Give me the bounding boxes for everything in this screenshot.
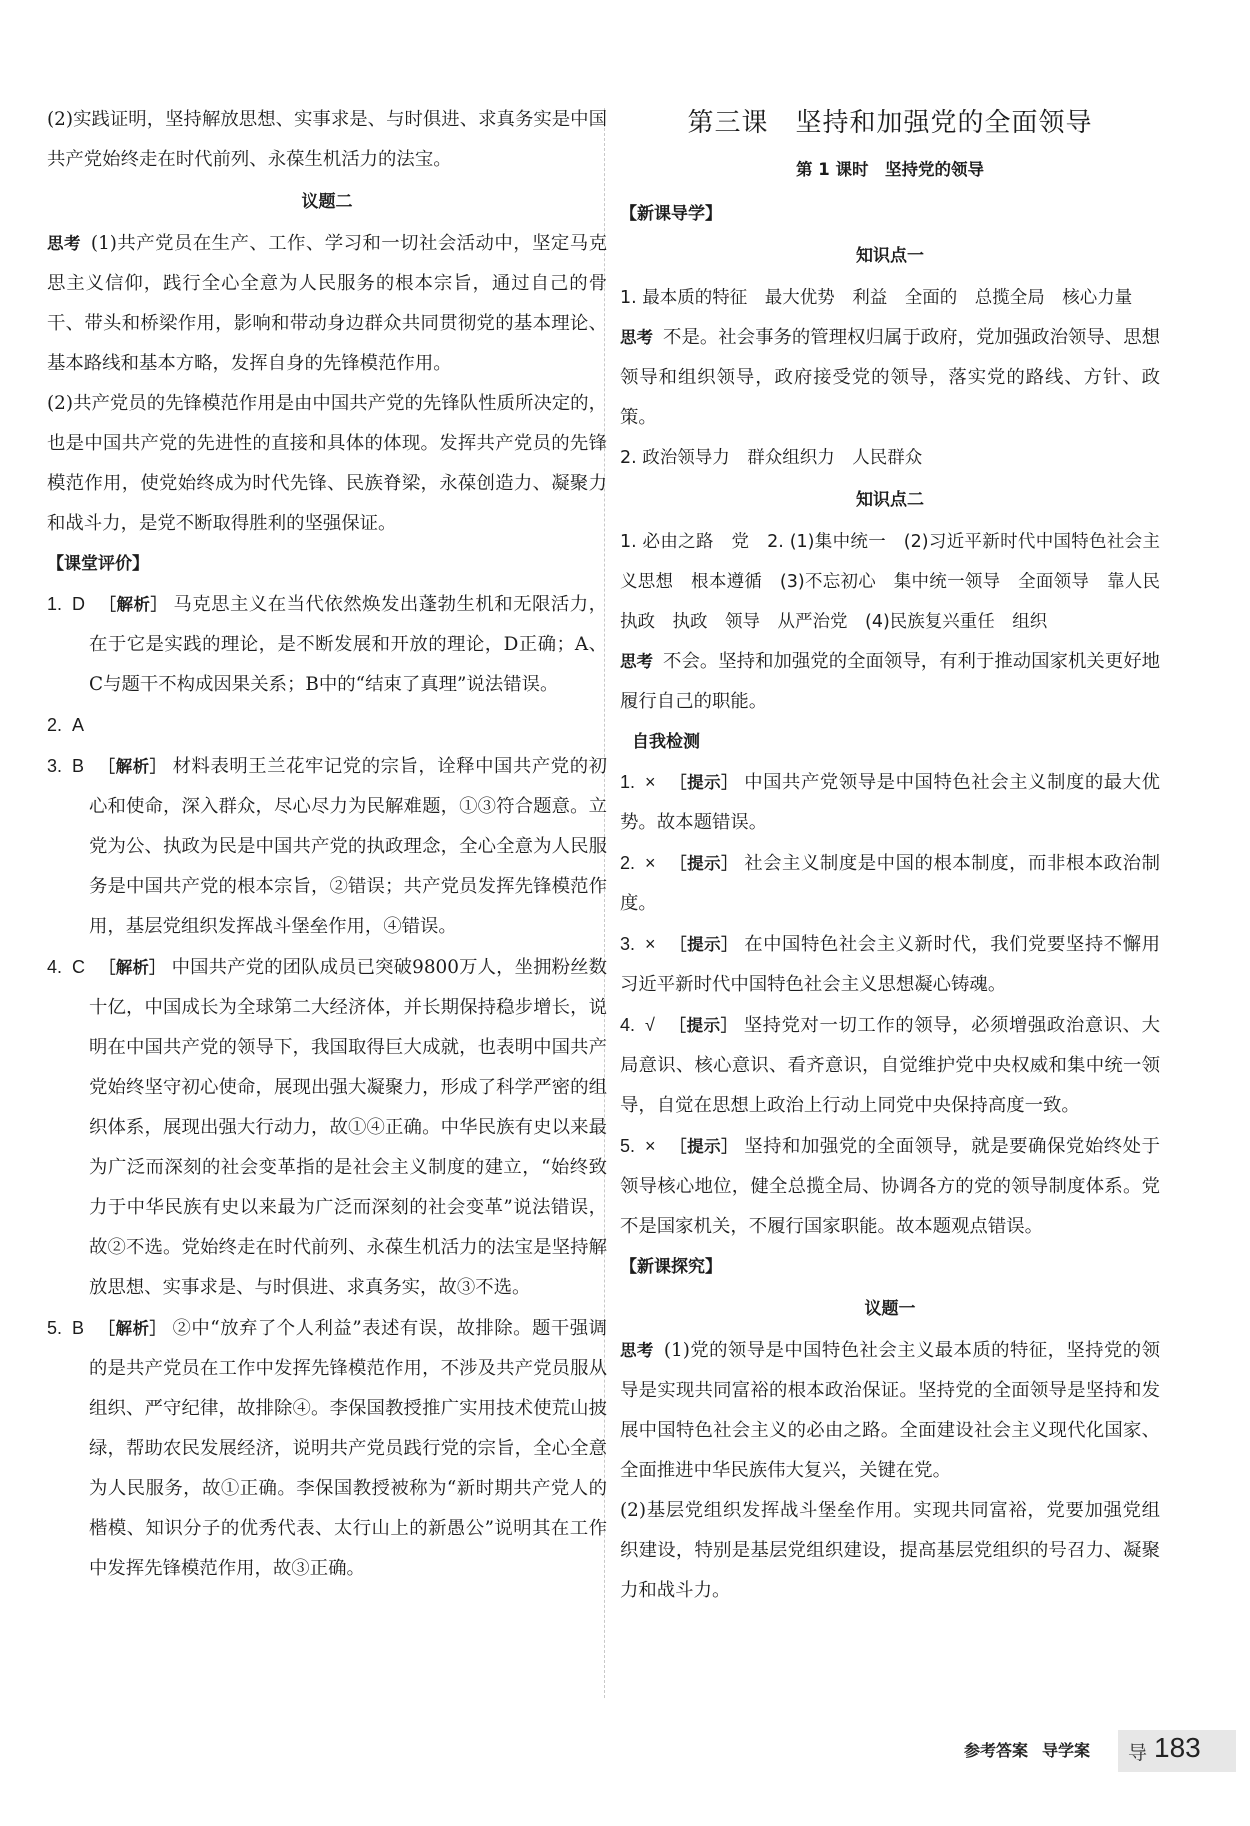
item-number: 2. (47, 715, 63, 735)
issue-one-heading: 议题一 (864, 1299, 916, 1319)
cross-mark-icon: × (645, 1136, 656, 1156)
class-eval-heading: 【课堂评价】 (47, 554, 149, 574)
item-text: 材料表明王兰花牢记党的宗旨，诠释中国共产党的初心和使命，深入群众，尽心尽力为民解难题，①③符合题意。立党为公、执政为民是中国共产党的执政理念，全心全意为人民服务是中国共产党的根本宗旨，②错误；共产党员发挥先锋模范作用，基层党组织发挥战斗堡垒作用，④错误。 (89, 756, 607, 937)
think-label: 思考 (620, 328, 654, 347)
eval-item-1 (47, 584, 607, 705)
think-paragraph-1 (47, 224, 607, 384)
item-number: 3. (47, 756, 63, 776)
check-item-4 (620, 1005, 1160, 1126)
cross-mark-icon: × (645, 853, 656, 873)
item-text: 在中国特色社会主义新时代，我们党要坚持不懈用习近平新时代中国特色社会主义思想凝心铸魂。 (620, 934, 1160, 995)
check-item-3 (620, 924, 1160, 1005)
footer-labels (964, 1738, 1104, 1761)
issue-two-heading: 议题二 (301, 192, 353, 212)
kp1-answer-2: 2. 政治领导力 群众组织力 人民群众 (620, 448, 923, 468)
item-text: 中国共产党的团队成员已突破9800万人，坐拥粉丝数十亿，中国成长为全球第二大经济体，并长期保持稳步增长，说明在中国共产党的领导下，我国取得巨大成就，也表明中国共产党始终坚守初心使命，展现出强大凝聚力，形成了科学严密的组织体系，展现出强大行动力，故①④正确。中华民族有史以来最为广泛而深刻的社会变革指的是社会主义制度的建立，“始终致力于中华民族有史以来最为广泛而深刻的社会变革”说法错误，故②不选。党始终走在时代前列、永葆生机活力的法宝是坚持解放思想、实事求是、与时俱进、求真务实，故③不选。 (89, 957, 607, 1298)
item-number: 2. (620, 853, 636, 873)
explore-text-1: (1)党的领导是中国特色社会主义最本质的特征，坚持党的领导是实现共同富裕的根本政治保证。坚持党的全面领导是坚持和发展中国特色社会主义的必由之路。全面建设社会主义现代化国家、全面推进中华民族伟大复兴，关键在党。 (620, 1340, 1160, 1481)
item-answer: B (72, 1318, 85, 1338)
kp1-think (620, 318, 1160, 438)
self-check-heading: 自我检测 (632, 732, 700, 752)
item-answer: D (72, 594, 86, 614)
analysis-tag: ［解析］ (99, 595, 168, 614)
lesson-subtitle: 第 1 课时 坚持党的领导 (796, 160, 984, 179)
think-label: 思考 (620, 652, 654, 671)
item-number: 1. (620, 772, 636, 792)
item-text: 坚持和加强党的全面领导，就是要确保党始终处于领导核心地位，健全总揽全局、协调各方的党的领导制度体系。党不是国家机关，不履行国家职能。故本题观点错误。 (620, 1136, 1160, 1237)
item-answer: C (72, 957, 86, 977)
analysis-tag: ［解析］ (98, 1319, 167, 1338)
new-lesson-guide-heading: 【新课导学】 (620, 204, 722, 224)
eval-item-3 (47, 746, 607, 947)
item-number: 1. (47, 594, 63, 614)
item-number: 4. (620, 1015, 636, 1035)
item-answer: A (72, 715, 85, 735)
page-footer (920, 1730, 1240, 1772)
left-column (47, 100, 607, 1589)
kp2-answer: 1. 必由之路 党 2. (1)集中统一 (2)习近平新时代中国特色社会主义思想 根本遵循 (3)不忘初心 集中统一领导 全面领导 靠人民执政 执政 领导 从严治党 (4)民族复兴重任 组织 (620, 532, 1160, 632)
item-number: 3. (620, 934, 636, 954)
hint-tag: ［提示］ (669, 854, 739, 873)
check-mark-icon: √ (645, 1015, 655, 1035)
reference-answer-label: 参考答案 (964, 1741, 1029, 1760)
cross-mark-icon: × (645, 934, 656, 954)
explore-paragraph-1 (620, 1331, 1160, 1491)
check-item-2 (620, 843, 1160, 924)
eval-item-2 (47, 705, 607, 746)
study-guide-label: 导学案 (1042, 1741, 1091, 1760)
item-number: 4. (47, 957, 63, 977)
hint-tag: ［提示］ (669, 1137, 739, 1156)
new-lesson-explore-heading: 【新课探究】 (620, 1257, 722, 1277)
analysis-tag: ［解析］ (98, 757, 167, 776)
think-label: 思考 (47, 234, 81, 253)
kp1-answer-1: 1. 最本质的特征 最大优势 利益 全面的 总揽全局 核心力量 (620, 288, 1133, 308)
hint-tag: ［提示］ (668, 1016, 738, 1035)
cross-mark-icon: × (645, 772, 656, 792)
page-number-box (1118, 1730, 1236, 1772)
analysis-tag: ［解析］ (99, 958, 166, 977)
eval-item-5 (47, 1308, 607, 1589)
guide-marker: 导 (1128, 1742, 1148, 1764)
think-paragraph-2: (2)共产党员的先锋模范作用是由中国共产党的先锋队性质所决定的，也是中国共产党的先进性的直接和具体的体现。发挥共产党员的先锋模范作用，使党始终成为时代先锋、民族脊梁，永葆创造力、凝聚力和战斗力，是党不断取得胜利的坚强保证。 (47, 393, 607, 534)
item-number: 5. (620, 1136, 636, 1156)
check-item-5 (620, 1126, 1160, 1247)
hint-tag: ［提示］ (669, 935, 739, 954)
knowledge-point-two-heading: 知识点二 (856, 490, 924, 510)
think-text-1: (1)共产党员在生产、工作、学习和一切社会活动中，坚定马克思主义信仰，践行全心全意为人民服务的根本宗旨，通过自己的骨干、带头和桥梁作用，影响和带动身边群众共同贯彻党的基本理论、基本路线和基本方略，发挥自身的先锋模范作用。 (47, 233, 607, 374)
page-number: 183 (1154, 1732, 1201, 1763)
item-text: 坚持党对一切工作的领导，必须增强政治意识、大局意识、核心意识、看齐意识，自觉维护党中央权威和集中统一领导，自觉在思想上政治上行动上同党中央保持高度一致。 (620, 1015, 1160, 1116)
item-answer: B (72, 756, 85, 776)
lesson-title: 第三课 坚持和加强党的全面领导 (687, 108, 1093, 138)
hint-tag: ［提示］ (669, 773, 739, 792)
intro-paragraph: (2)实践证明，坚持解放思想、实事求是、与时俱进、求真务实是中国共产党始终走在时代前列、永葆生机活力的法宝。 (47, 109, 607, 170)
check-item-1 (620, 762, 1160, 843)
item-number: 5. (47, 1318, 63, 1338)
kp2-think (620, 642, 1160, 722)
right-column (620, 100, 1160, 1611)
item-text: 中国共产党领导是中国特色社会主义制度的最大优势。故本题错误。 (620, 772, 1160, 833)
item-text: 社会主义制度是中国的根本制度，而非根本政治制度。 (620, 853, 1160, 914)
knowledge-point-one-heading: 知识点一 (856, 246, 924, 266)
eval-item-4 (47, 947, 607, 1308)
kp2-think-text: 不会。坚持和加强党的全面领导，有利于推动国家机关更好地履行自己的职能。 (620, 651, 1160, 712)
think-label: 思考 (620, 1341, 654, 1360)
explore-paragraph-2: (2)基层党组织发挥战斗堡垒作用。实现共同富裕，党要加强党组织建设，特别是基层党组织建设，提高基层党组织的号召力、凝聚力和战斗力。 (620, 1500, 1160, 1601)
item-text: 马克思主义在当代依然焕发出蓬勃生机和无限活力，在于它是实践的理论，是不断发展和开放的理论，D正确；A、C与题干不构成因果关系；B中的“结束了真理”说法错误。 (89, 594, 607, 695)
kp1-think-text: 不是。社会事务的管理权归属于政府，党加强政治领导、思想领导和组织领导，政府接受党的领导，落实党的路线、方针、政策。 (620, 327, 1160, 428)
item-text: ②中“放弃了个人利益”表述有误，故排除。题干强调的是共产党员在工作中发挥先锋模范作用，不涉及共产党员服从组织、严守纪律，故排除④。李保国教授推广实用技术使荒山披绿，帮助农民发展经济，说明共产党员践行党的宗旨，全心全意为人民服务，故①正确。李保国教授被称为“新时期共产党人的楷模、知识分子的优秀代表、太行山上的新愚公”说明其在工作中发挥先锋模范作用，故③正确。 (89, 1318, 607, 1579)
